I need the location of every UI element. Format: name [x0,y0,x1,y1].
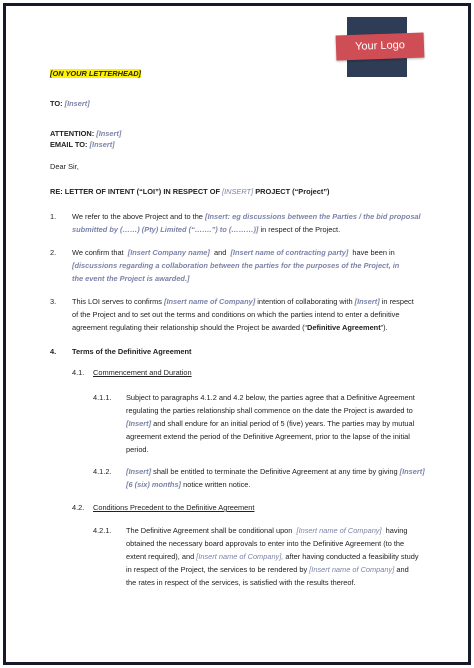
p3-line3: agreement regulating their relationship should the Project be awarded (“Definitive Agreement”). [72,323,388,332]
p1-line2: submitted by (……) (Pty) Limited (“…….”) to (………)] in respect of the Project. [72,225,341,234]
p2-number: 2. [50,248,57,257]
s412-number: 4.1.2. [93,467,112,476]
email-line: EMAIL TO: [Insert] [50,140,115,149]
s411-line5: period. [126,445,149,454]
logo-ribbon: Your Logo [336,32,425,60]
p2-line3: the event the Project is awarded.] [72,274,190,283]
p2-line1: We confirm that [Insert Company name] and [Insert name of contracting party] have been in [72,248,395,257]
s412-line2: [6 (six) months] notice written notice. [126,480,251,489]
s421-line4: in respect of the Project, the services to be rendered by [Insert name of Company] and [126,565,409,574]
s411-line2: regulating the parties relationship shall commence on the date the Project is awarded to [126,406,413,415]
to-line: TO: [Insert] [50,99,90,108]
s411-line1: Subject to paragraphs 4.1.2 and 4.2 below, the parties agree that a Definitive Agreement [126,393,415,402]
p3-line1: This LOI serves to confirms [Insert name of Company] intention of collaborating with [Insert] in respect [72,297,414,306]
s411-line3: [Insert] and shall endure for an initial period of 5 (five) years. The parties may by mutual [126,419,415,428]
s412-line1: [Insert] shall be entitled to terminate the Definitive Agreement at any time by giving [Insert] [126,467,425,476]
s4-title: Terms of the Definitive Agreement [72,347,192,356]
s42-title: Conditions Precedent to the Definitive Agreement [93,503,255,512]
salutation: Dear Sir, [50,162,79,171]
p3-number: 3. [50,297,57,306]
p2-line2: [discussions regarding a collaboration between the parties for the purposes of the Project, in [72,261,400,270]
s421-line5: the rates in respect of the services, is satisfied with the results thereof. [126,578,356,587]
s41-number: 4.1. [72,368,85,377]
s421-line3: extent required), and [Insert name of Company], after having conducted a feasibility study [126,552,419,561]
s421-line1: The Definitive Agreement shall be conditional upon [Insert name of Company] having [126,526,408,535]
s421-number: 4.2.1. [93,526,112,535]
p1-line1: We refer to the above Project and to the [Insert: eg discussions between the Parties / the bid proposal [72,212,421,221]
s4-number: 4. [50,347,57,356]
attention-line: ATTENTION: [Insert] [50,129,122,138]
s421-line2: obtained the necessary board approvals to enter into the Definitive Agreement (to the [126,539,405,548]
re-line: RE: LETTER OF INTENT (“LOI”) IN RESPECT OF [INSERT] PROJECT (“Project”) [50,187,330,196]
letterhead-note: [ON YOUR LETTERHEAD] [50,69,142,78]
p1-number: 1. [50,212,57,221]
s42-number: 4.2. [72,503,85,512]
s411-number: 4.1.1. [93,393,112,402]
p3-line2: of the Project and to set out the terms and conditions on which the parties intend to enter a definitive [72,310,400,319]
s41-title: Commencement and Duration [93,368,192,377]
s411-line4: agreement extend the period of the Definitive Agreement, prior to the lapse of the initial [126,432,410,441]
